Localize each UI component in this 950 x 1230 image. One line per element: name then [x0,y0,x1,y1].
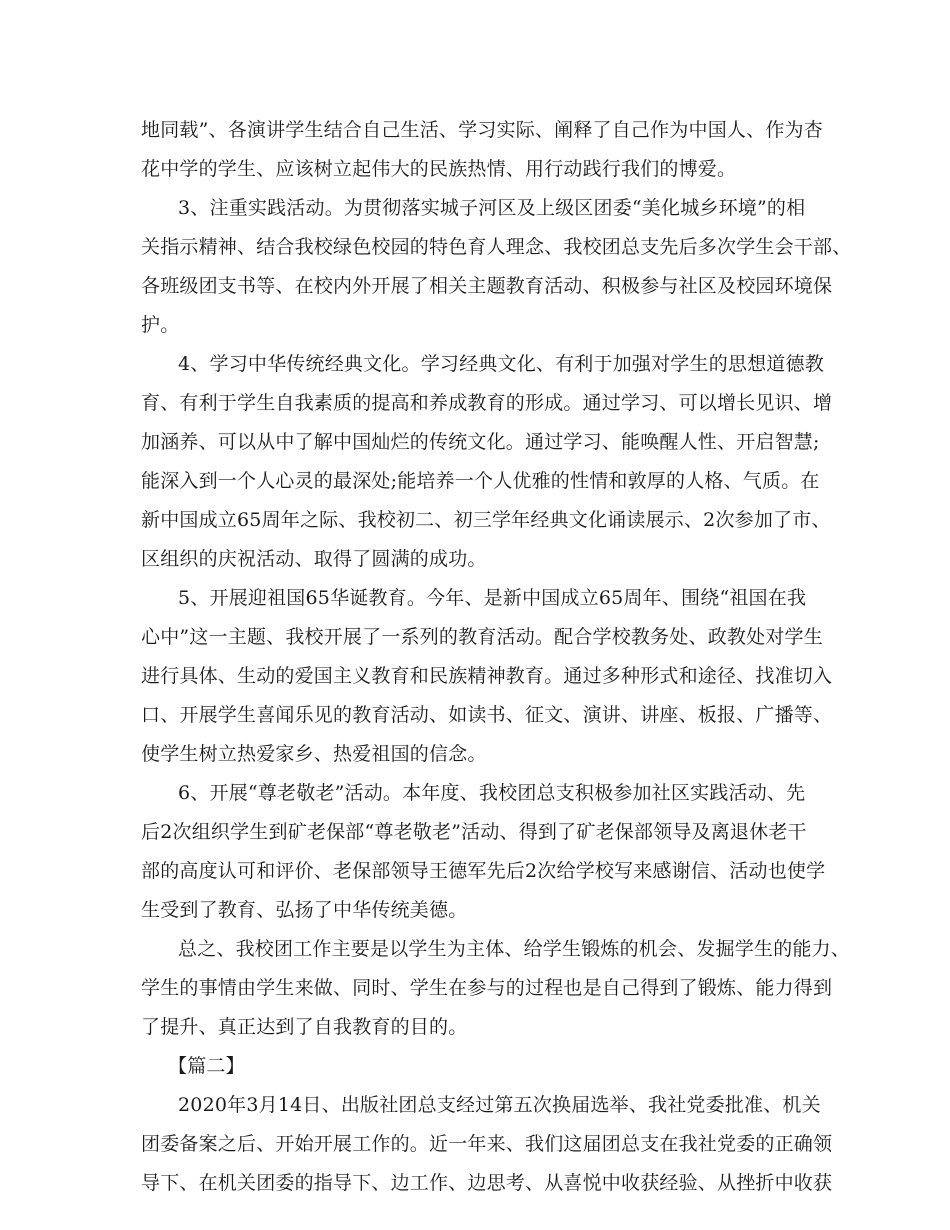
paragraph-line: 护。 [141,314,180,336]
paragraph-line: 2020年3月14日、出版社团总支经过第五次换届选举、我社党委批准、机关 [178,1094,821,1116]
paragraph-line: 育、有利于学生自我素质的提高和养成教育的形成。通过学习、可以增长见识、增 [141,392,833,414]
paragraph-line: 进行具体、生动的爱国主义教育和民族精神教育。通过多种形式和途径、找准切入 [141,665,833,687]
paragraph-line: 导下、在机关团委的指导下、边工作、边思考、从喜悦中收获经验、从挫折中收获 [141,1172,833,1194]
paragraph-line: 6、开展“尊老敬老”活动。本年度、我校团总支积极参加社区实践活动、先 [178,782,806,804]
paragraph-line: 4、学习中华传统经典文化。学习经典文化、有利于加强对学生的思想道德教 [178,353,824,375]
paragraph-line: 地同载”、各演讲学生结合自己生活、学习实际、阐释了自己作为中国人、作为杏 [141,119,823,141]
paragraph-line: 后2次组织学生到矿老保部“尊老敬老”活动、得到了矿老保部领导及离退休老干 [141,821,807,843]
paragraph-line: 学生的事情由学生来做、同时、学生在参与的过程也是自己得到了锻炼、能力得到 [141,977,833,999]
paragraph-line: 花中学的学生、应该树立起伟大的民族热情、用行动践行我们的博爱。 [141,158,737,180]
paragraph-line: 总之、我校团工作主要是以学生为主体、给学生锻炼的机会、发掘学生的能力、 [178,938,851,960]
paragraph-line: 口、开展学生喜闻乐见的教育活动、如读书、征文、演讲、讲座、板报、广播等、 [141,704,833,726]
paragraph-line: 5、开展迎祖国65华诞教育。今年、是新中国成立65周年、围绕“祖国在我 [178,587,807,609]
section-heading: 【篇二】 [168,1055,245,1077]
paragraph-line: 各班级团支书等、在校内外开展了相关主题教育活动、积极参与社区及校园环境保 [141,275,833,297]
paragraph-line: 3、注重实践活动。为贯彻落实城子河区及上级区团委“美化城乡环境”的相 [178,197,806,219]
paragraph-line: 生受到了教育、弘扬了中华传统美德。 [141,899,468,921]
paragraph-line: 团委备案之后、开始开展工作的。近一年来、我们这届团总支在我社党委的正确领 [141,1133,833,1155]
paragraph-line: 新中国成立65周年之际、我校初二、初三学年经典文化诵读展示、2次参加了市、 [141,509,831,531]
paragraph-line: 了提升、真正达到了自我教育的目的。 [141,1016,468,1038]
paragraph-line: 区组织的庆祝活动、取得了圆满的成功。 [141,548,487,570]
paragraph-line: 部的高度认可和评价、老保部领导王德军先后2次给学校写来感谢信、活动也使学 [141,860,826,882]
paragraph-line: 能深入到一个人心灵的最深处;能培养一个人优雅的性情和敦厚的人格、气质。在 [141,470,820,492]
paragraph-line: 关指示精神、结合我校绿色校园的特色育人理念、我校团总支先后多次学生会干部、 [141,236,852,258]
paragraph-line: 加涵养、可以从中了解中国灿烂的传统文化。通过学习、能唤醒人性、开启智慧; [141,431,820,453]
paragraph-line: 心中”这一主题、我校开展了一系列的教育活动。配合学校教务处、政教处对学生 [141,626,823,648]
paragraph-line: 使学生树立热爱家乡、热爱祖国的信念。 [141,743,487,765]
